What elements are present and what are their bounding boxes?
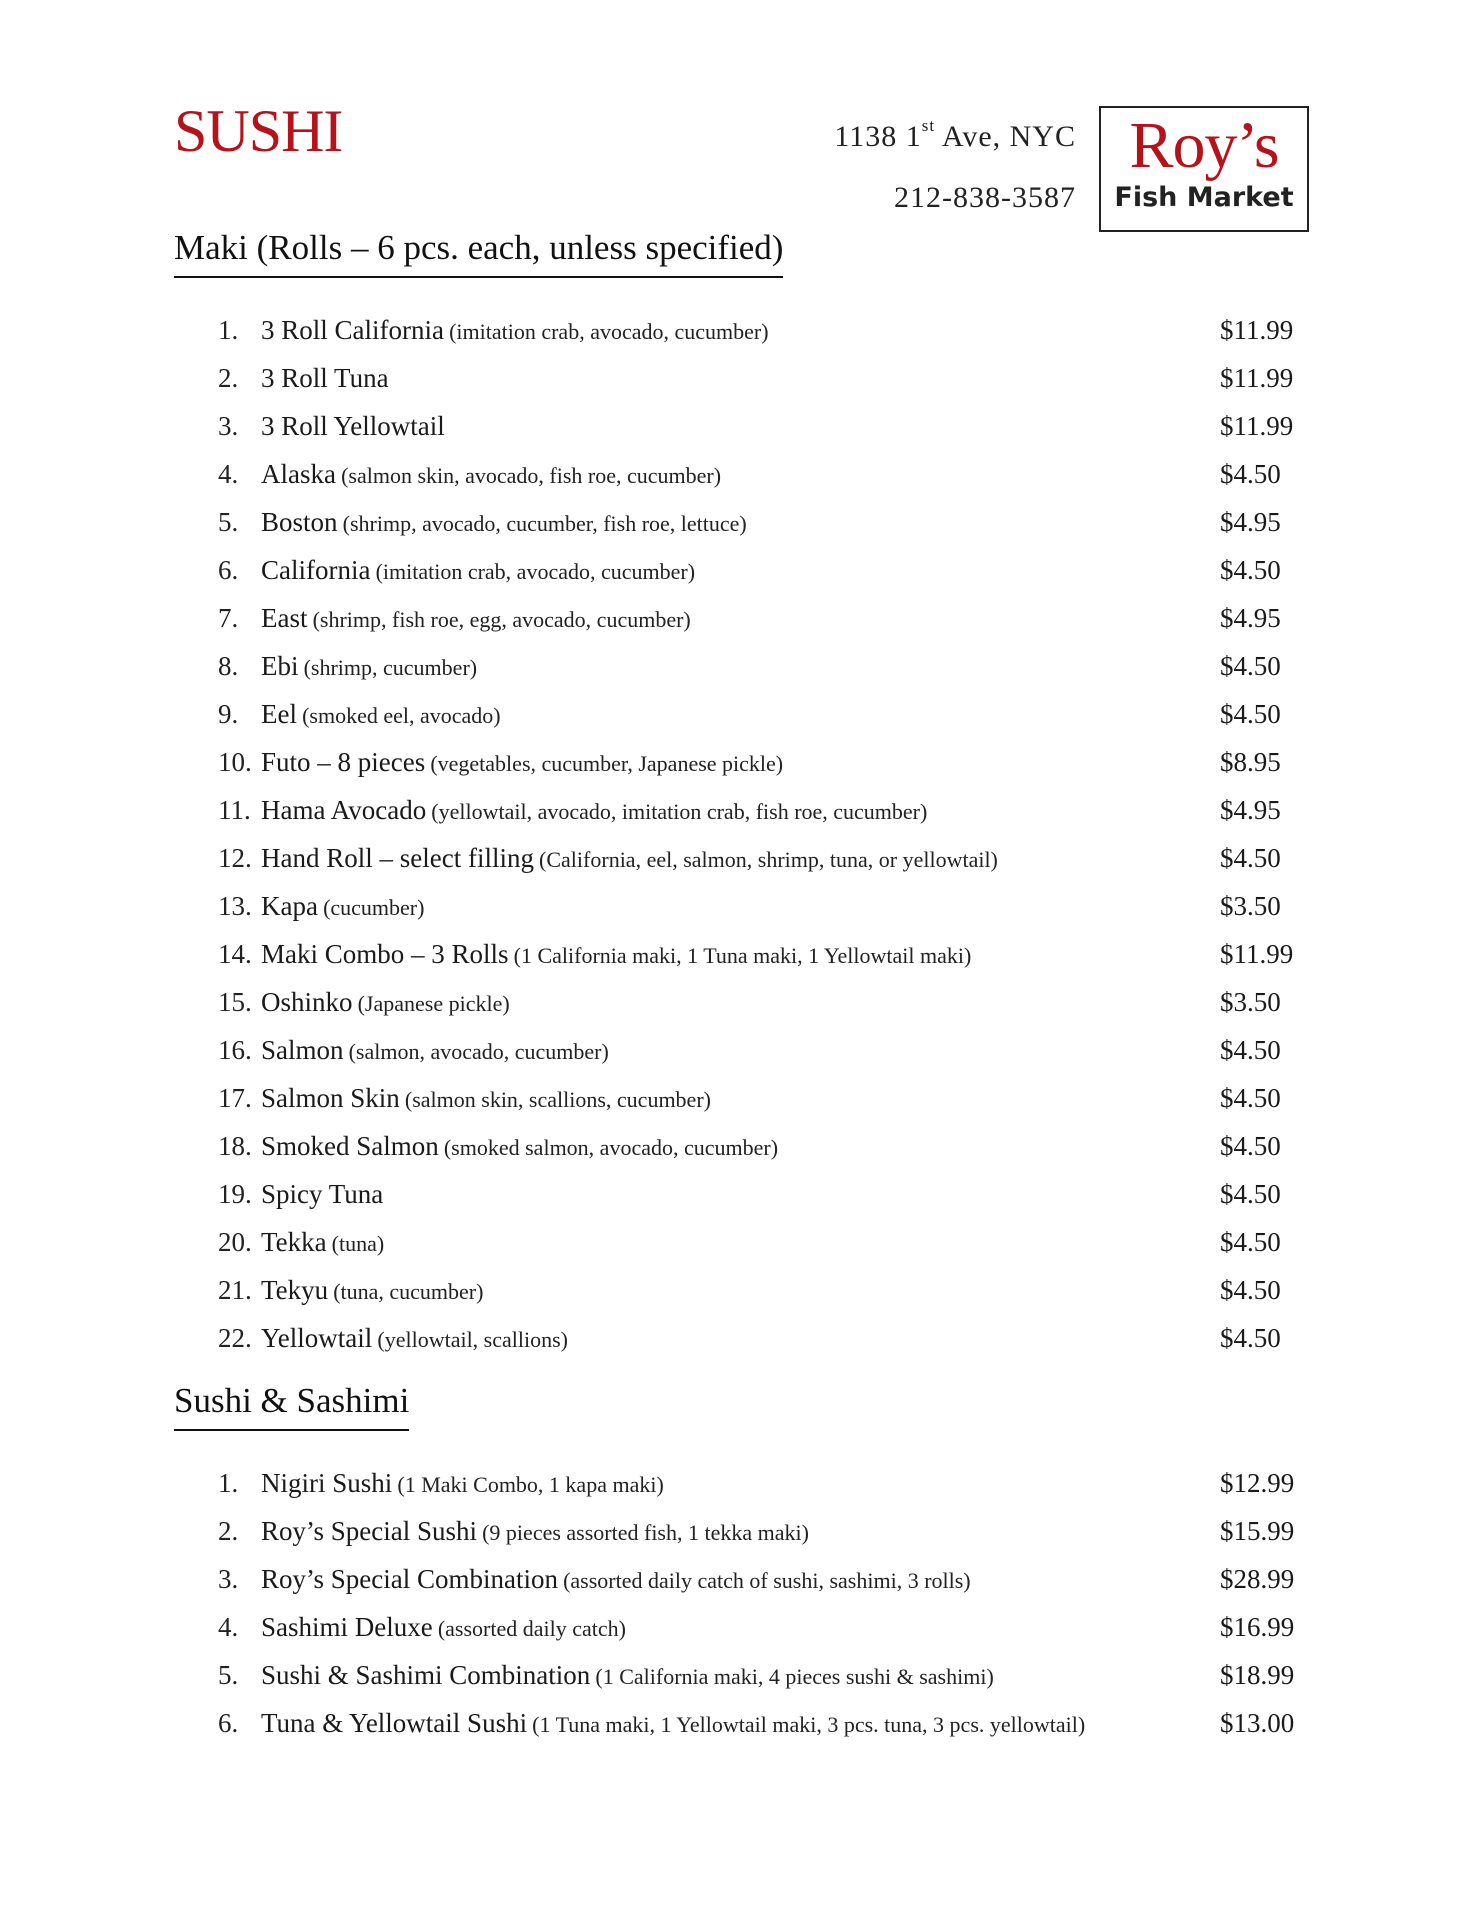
item-price: $4.50	[1220, 843, 1281, 873]
item-description: (1 California maki, 1 Tuna maki, 1 Yellowtail maki)	[513, 943, 972, 968]
item-name: Sashimi Deluxe	[261, 1612, 433, 1642]
item-number: 10.	[218, 747, 252, 777]
menu-item	[0, 594, 1484, 642]
item-price: $8.95	[1220, 747, 1281, 777]
address-number: 1138 1	[834, 120, 922, 153]
item-number: 5.	[218, 507, 239, 537]
item-price: $11.99	[1220, 411, 1294, 441]
menu-item	[0, 690, 1484, 738]
item-description: (imitation crab, avocado, cucumber)	[375, 559, 696, 584]
logo-subtitle: Fish Market	[1114, 182, 1294, 213]
item-body	[261, 1074, 711, 1126]
item-number: 6.	[218, 1708, 239, 1738]
item-price: $4.50	[1220, 1275, 1281, 1305]
item-name: 3 Roll Tuna	[261, 363, 389, 393]
item-price: $4.50	[1220, 1131, 1281, 1161]
item-price: $4.50	[1220, 1227, 1281, 1257]
item-price: $4.50	[1220, 651, 1281, 681]
menu-item	[0, 642, 1484, 690]
item-body	[261, 354, 389, 406]
menu-item	[0, 1507, 1484, 1555]
item-body	[261, 1314, 568, 1366]
menu-item	[0, 1603, 1484, 1651]
item-description: (assorted daily catch of sushi, sashimi, 3 rolls)	[563, 1568, 971, 1593]
menu-item	[0, 978, 1484, 1026]
item-name: Spicy Tuna	[261, 1179, 384, 1209]
item-name: Sushi & Sashimi Combination	[261, 1660, 591, 1690]
item-number: 7.	[218, 603, 239, 633]
item-description: (assorted daily catch)	[437, 1616, 626, 1641]
menu-item	[0, 834, 1484, 882]
item-body	[261, 402, 445, 454]
item-number: 4.	[218, 459, 239, 489]
item-number: 22.	[218, 1323, 252, 1353]
item-description: (shrimp, cucumber)	[303, 655, 478, 680]
item-number: 2.	[218, 363, 239, 393]
item-description: (Japanese pickle)	[357, 991, 510, 1016]
item-name: 3 Roll California	[261, 315, 444, 345]
item-number: 13.	[218, 891, 252, 921]
item-price: $4.50	[1220, 1179, 1281, 1209]
restaurant-address	[834, 116, 1076, 154]
item-price: $12.99	[1220, 1468, 1295, 1498]
item-price: $28.99	[1220, 1564, 1295, 1594]
item-description: (smoked eel, avocado)	[302, 703, 501, 728]
item-description: (smoked salmon, avocado, cucumber)	[443, 1135, 779, 1160]
item-name: Eel	[261, 699, 297, 729]
section-heading-sushi-sashimi: Sushi & Sashimi	[174, 1381, 409, 1431]
menu-item	[0, 1122, 1484, 1170]
menu-item	[0, 1555, 1484, 1603]
item-name: Roy’s Special Sushi	[261, 1516, 478, 1546]
item-description: (California, eel, salmon, shrimp, tuna, or yellowtail)	[539, 847, 998, 872]
item-body	[261, 882, 424, 934]
item-number: 11.	[218, 795, 251, 825]
item-description: (1 Tuna maki, 1 Yellowtail maki, 3 pcs. tuna, 3 pcs. yellowtail)	[532, 1712, 1086, 1737]
item-number: 9.	[218, 699, 239, 729]
page-title: SUSHI	[174, 98, 343, 164]
item-number: 1.	[218, 315, 239, 345]
menu-item	[0, 786, 1484, 834]
maki-menu-list	[0, 306, 1484, 1362]
item-name: Tuna & Yellowtail Sushi	[261, 1708, 528, 1738]
item-price: $4.50	[1220, 459, 1281, 489]
menu-item	[0, 1699, 1484, 1747]
item-description: (vegetables, cucumber, Japanese pickle)	[430, 751, 784, 776]
item-price: $4.50	[1220, 699, 1281, 729]
menu-item	[0, 1074, 1484, 1122]
item-name: Salmon Skin	[261, 1083, 400, 1113]
menu-item	[0, 882, 1484, 930]
item-name: Boston	[261, 507, 338, 537]
item-body	[261, 930, 971, 982]
item-body	[261, 690, 501, 742]
menu-item	[0, 546, 1484, 594]
item-name: Hama Avocado	[261, 795, 427, 825]
address-street: Ave, NYC	[935, 120, 1076, 153]
item-description: (shrimp, fish roe, egg, avocado, cucumber)	[312, 607, 691, 632]
item-name: Smoked Salmon	[261, 1131, 439, 1161]
menu-item	[0, 1218, 1484, 1266]
item-body	[261, 1122, 778, 1174]
item-number: 16.	[218, 1035, 252, 1065]
item-price: $4.50	[1220, 1323, 1281, 1353]
item-name: Alaska	[261, 459, 336, 489]
item-name: Yellowtail	[261, 1323, 373, 1353]
item-number: 20.	[218, 1227, 252, 1257]
item-number: 12.	[218, 843, 252, 873]
item-number: 3.	[218, 1564, 239, 1594]
item-name: Tekka	[261, 1227, 327, 1257]
item-description: (salmon skin, avocado, fish roe, cucumber)	[341, 463, 722, 488]
item-number: 8.	[218, 651, 239, 681]
item-name: Oshinko	[261, 987, 353, 1017]
menu-item	[0, 930, 1484, 978]
item-name: Hand Roll – select filling	[261, 843, 534, 873]
item-description: (salmon, avocado, cucumber)	[348, 1039, 609, 1064]
menu-item	[0, 1266, 1484, 1314]
item-price: $16.99	[1220, 1612, 1295, 1642]
item-price: $4.95	[1220, 507, 1281, 537]
menu-item	[0, 1170, 1484, 1218]
item-name: Maki Combo – 3 Rolls	[261, 939, 509, 969]
item-body	[261, 1555, 971, 1607]
item-body	[261, 546, 695, 598]
item-price: $11.99	[1220, 363, 1294, 393]
item-price: $4.50	[1220, 555, 1281, 585]
item-description: (9 pieces assorted fish, 1 tekka maki)	[482, 1520, 809, 1545]
item-name: Salmon	[261, 1035, 344, 1065]
item-price: $15.99	[1220, 1516, 1295, 1546]
item-price: $3.50	[1220, 891, 1281, 921]
item-number: 6.	[218, 555, 239, 585]
sushi-sashimi-menu-list	[0, 1459, 1484, 1747]
item-description: (imitation crab, avocado, cucumber)	[449, 319, 769, 344]
item-body	[261, 594, 691, 646]
item-description: (yellowtail, scallions)	[377, 1327, 568, 1352]
item-body	[261, 786, 927, 838]
item-name: Kapa	[261, 891, 318, 921]
item-body	[261, 1699, 1085, 1751]
item-number: 19.	[218, 1179, 252, 1209]
section-heading-maki: Maki (Rolls – 6 pcs. each, unless specified)	[174, 228, 783, 278]
item-name: Roy’s Special Combination	[261, 1564, 558, 1594]
item-description: (tuna)	[331, 1231, 385, 1256]
item-description: (cucumber)	[323, 895, 425, 920]
logo-name: Roy’s	[1129, 109, 1279, 182]
item-body	[261, 306, 769, 358]
menu-item	[0, 1314, 1484, 1362]
item-number: 1.	[218, 1468, 239, 1498]
menu-item	[0, 1651, 1484, 1699]
item-body	[261, 642, 477, 694]
item-body	[261, 1170, 383, 1222]
menu-item	[0, 498, 1484, 546]
menu-item	[0, 1459, 1484, 1507]
item-body	[261, 738, 783, 790]
item-price: $4.50	[1220, 1083, 1281, 1113]
item-price: $4.95	[1220, 795, 1281, 825]
menu-item	[0, 354, 1484, 402]
item-body	[261, 450, 721, 502]
menu-item	[0, 306, 1484, 354]
item-body	[261, 1507, 809, 1559]
item-number: 3.	[218, 411, 239, 441]
menu-item	[0, 450, 1484, 498]
item-name: Futo – 8 pieces	[261, 747, 426, 777]
menu-item	[0, 402, 1484, 450]
item-number: 4.	[218, 1612, 239, 1642]
item-price: $11.99	[1220, 315, 1294, 345]
item-body	[261, 1218, 384, 1270]
item-price: $3.50	[1220, 987, 1281, 1017]
item-body	[261, 834, 998, 886]
item-price: $4.50	[1220, 1035, 1281, 1065]
item-body	[261, 1651, 994, 1703]
item-body	[261, 978, 510, 1030]
item-price: $4.95	[1220, 603, 1281, 633]
item-price: $11.99	[1220, 939, 1294, 969]
item-price: $13.00	[1220, 1708, 1295, 1738]
item-body	[261, 1266, 483, 1318]
logo	[1099, 106, 1309, 232]
item-body	[261, 1459, 664, 1511]
address-ordinal: st	[921, 116, 936, 135]
item-name: Nigiri Sushi	[261, 1468, 393, 1498]
item-number: 14.	[218, 939, 252, 969]
item-description: (1 Maki Combo, 1 kapa maki)	[397, 1472, 664, 1497]
item-number: 18.	[218, 1131, 252, 1161]
item-description: (tuna, cucumber)	[333, 1279, 484, 1304]
item-number: 15.	[218, 987, 252, 1017]
item-body	[261, 1603, 626, 1655]
item-body	[261, 498, 747, 550]
menu-item	[0, 1026, 1484, 1074]
item-number: 2.	[218, 1516, 239, 1546]
menu-item	[0, 738, 1484, 786]
item-description: (yellowtail, avocado, imitation crab, fish roe, cucumber)	[431, 799, 928, 824]
item-number: 21.	[218, 1275, 252, 1305]
restaurant-phone: 212-838-3587	[894, 181, 1076, 214]
item-body	[261, 1026, 609, 1078]
item-name: Tekyu	[261, 1275, 329, 1305]
item-price: $18.99	[1220, 1660, 1295, 1690]
item-description: (salmon skin, scallions, cucumber)	[404, 1087, 711, 1112]
item-description: (1 California maki, 4 pieces sushi & sashimi)	[595, 1664, 994, 1689]
item-name: 3 Roll Yellowtail	[261, 411, 445, 441]
item-number: 17.	[218, 1083, 252, 1113]
item-description: (shrimp, avocado, cucumber, fish roe, lettuce)	[342, 511, 747, 536]
item-name: Ebi	[261, 651, 299, 681]
item-name: California	[261, 555, 371, 585]
item-name: East	[261, 603, 308, 633]
item-number: 5.	[218, 1660, 239, 1690]
